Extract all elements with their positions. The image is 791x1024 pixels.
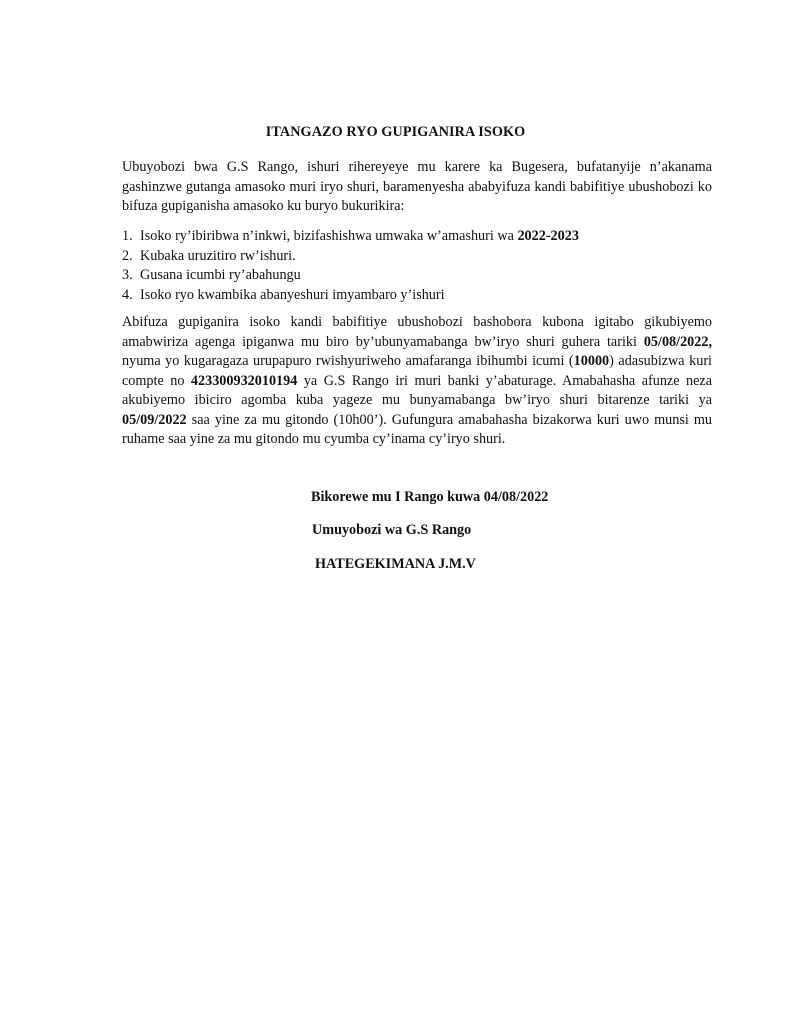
list-item-text: Kubaka uruzitiro rw’ishuri. (140, 247, 296, 264)
account-number: 423300932010194 (190, 372, 298, 389)
list-item-label: Isoko ry’ibiribwa n’inkwi, bizifashishwa umwaka w’amashuri wa (140, 228, 518, 244)
list-item-text (140, 227, 579, 247)
list-item-number: 4. (122, 287, 133, 304)
body-text: saa yine za mu gitondo (10h00’). Gufungura amabahasha bizakorwa kuri uwo munsi mu ruhame saa yine za mu gitondo mu cyumba cy’inama cy’iryo shuri. (122, 411, 712, 447)
list-item-number: 1. (122, 228, 133, 244)
list-item (122, 286, 579, 306)
list-item (122, 247, 579, 267)
signature-place-date: Bikorewe mu I Rango kuwa 04/08/2022 (311, 489, 549, 505)
body-text: Abifuza gupiganira isoko kandi babifitiye ubushobozi bashobora kubona igitabo gikubiyemo amabwiriza agenga ipiganwa mu biro by’ubunyamabanga bw’iryo shuri guhera tariki (122, 314, 712, 350)
open-date: 05/08/2022, (643, 333, 712, 350)
list-item-number: 3. (122, 267, 133, 284)
list-item (122, 227, 579, 247)
signature-name: HATEGEKIMANA J.M.V (315, 556, 476, 572)
list-item-text: Isoko ryo kwambika abanyeshuri imyambaro y’ishuri (140, 287, 445, 304)
intro-paragraph: Ubuyobozi bwa G.S Rango, ishuri rihereyeye mu karere ka Bugesera, bufatanyije n’akanama gashinzwe gutanga amasoko muri iryo shuri, baramenyesha ababyifuza kandi babifitiye ubushobozi ko bifuza gupiganisha amasoko ku buryo bukurikira: (122, 159, 712, 214)
body-text: ya G.S Rango iri muri banki y’abaturage. Amabahasha afunze neza akubiyemo ibiciro agomba kuba yageze mu bunyamabanga bw’iryo shuri bitarenze tariki ya (122, 372, 712, 408)
body-paragraph (122, 313, 712, 450)
list-item (122, 266, 579, 286)
tender-list (122, 227, 579, 306)
page-title: ITANGAZO RYO GUPIGANIRA ISOKO (265, 124, 526, 140)
fee-amount: 10000 (573, 353, 610, 369)
signature-role: Umuyobozi wa G.S Rango (312, 522, 472, 538)
body-text: nyuma yo kugaragaza urupapuro rwishyuriweho amafaranga ibihumbi icumi ( (122, 353, 574, 369)
school-year: 2022-2023 (517, 228, 579, 244)
list-item-number: 2. (122, 247, 133, 264)
list-item-text: Gusana icumbi ry’abahungu (140, 267, 301, 284)
body-text: ) adasubizwa kuri compte no (122, 353, 713, 389)
close-date: 05/09/2022 (122, 411, 187, 428)
